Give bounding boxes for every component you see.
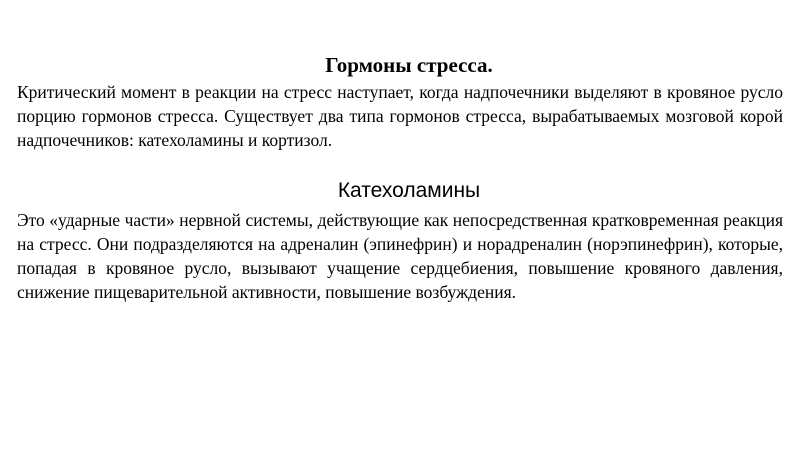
slide-title: Гормоны стресса. xyxy=(325,53,493,77)
section-heading: Катехоламины xyxy=(337,179,481,202)
section-body-paragraph: Это «ударные части» нервной системы, действующие как непосредственная кратковременная реакция на стресс. Они подразделяются на адреналин (эпинефрин) и норадреналин (норэпинефрин), которые, попадая в кровяное русло, вызывают учащение сердцебиения, повышение кровяного давления, снижение пищеварительной активности, повышение возбуждения. xyxy=(17,210,783,302)
intro-paragraph: Критический момент в реакции на стресс наступает, когда надпочечники выделяют в кровяное русло порцию гормонов стресса. Существует два типа гормонов стресса, вырабатываемых мозговой корой надпочечников: катехоламины и кортизол. xyxy=(17,82,783,150)
